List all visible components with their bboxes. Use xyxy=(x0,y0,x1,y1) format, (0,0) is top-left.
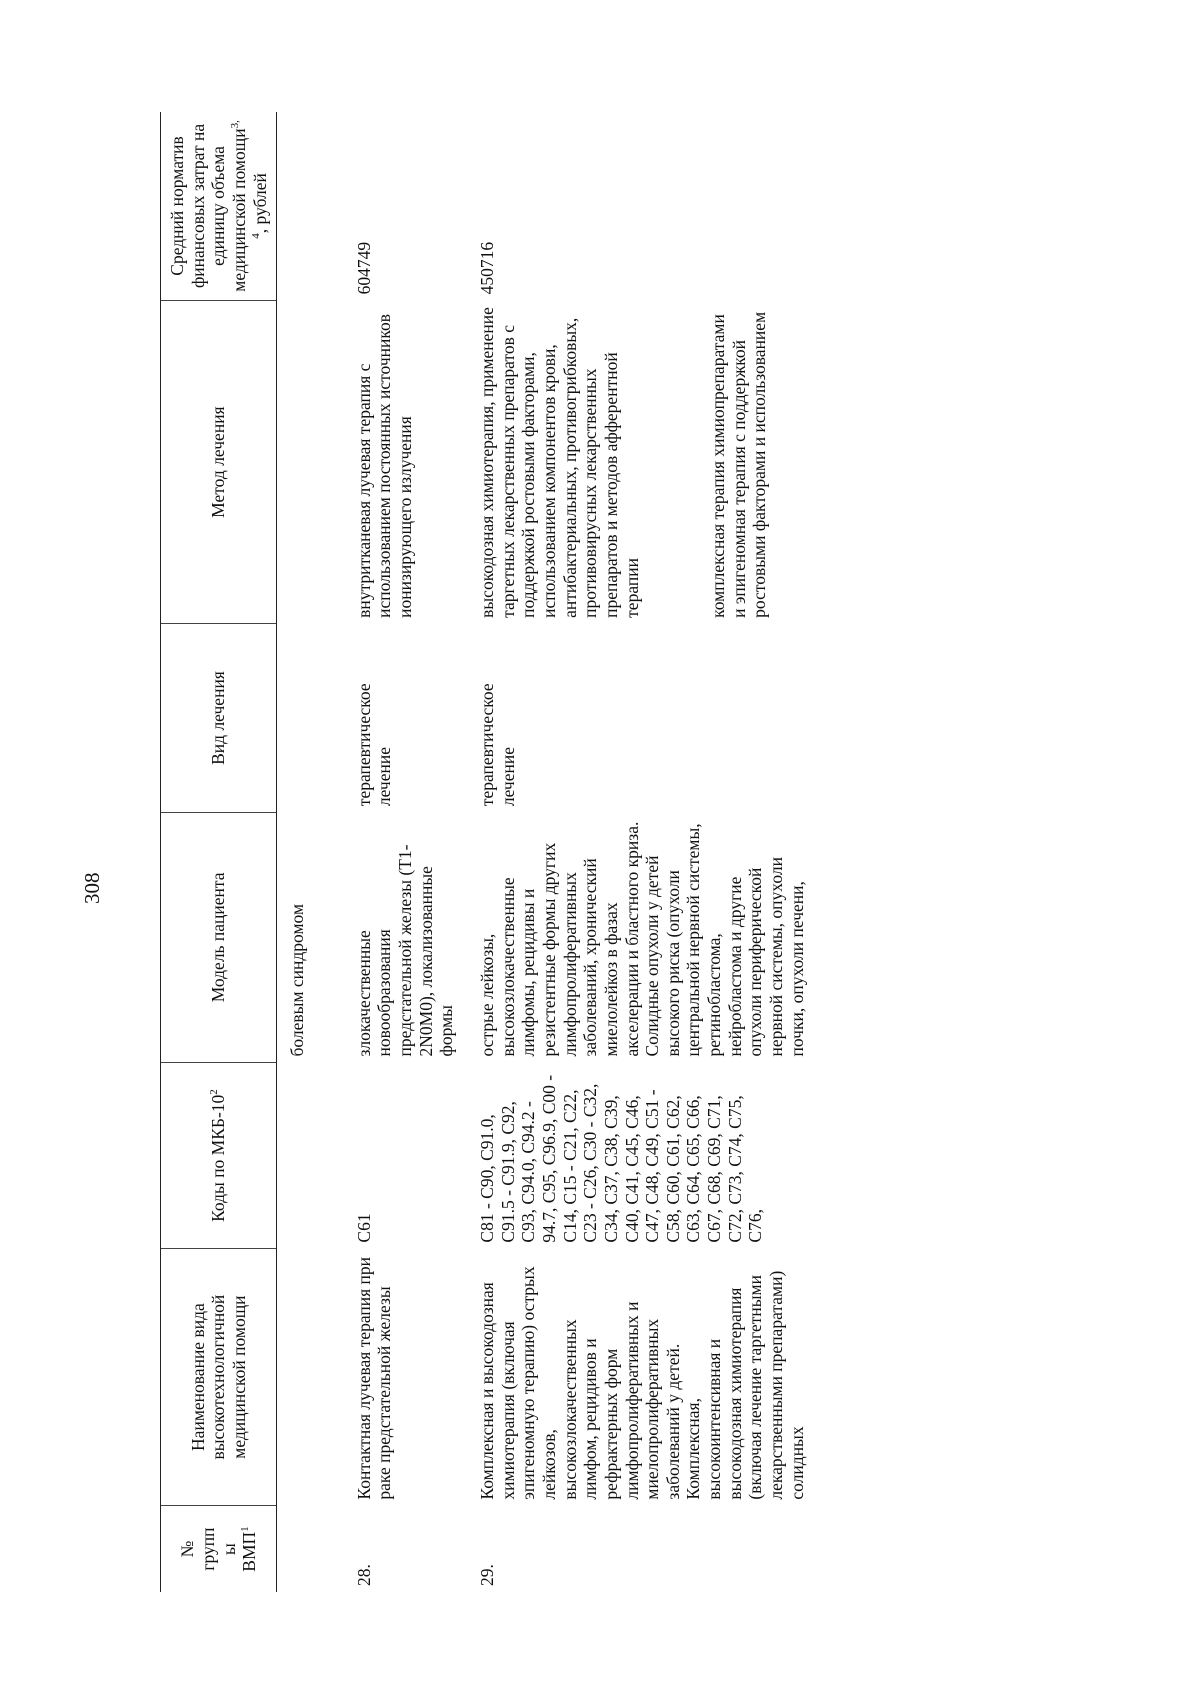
row-cost: 450716 xyxy=(477,241,498,295)
row-name: Контактная лучевая терапия при раке предстательной железы xyxy=(353,1256,395,1500)
header-model: Модель пациента xyxy=(161,812,277,1062)
rotated-page xyxy=(80,112,1100,1592)
row-num: 29. xyxy=(477,1564,498,1586)
header-codes: Коды по МКБ-$10^2$ xyxy=(161,1063,277,1249)
row-method-primary: высокодозная химиотерапия, применение таргетных лекарственных препаратов с поддержкой ростовыми факторами, использованием компонентов крови, антибактериальных, противогрибковых, противовирусных лекарственных препаратов и методов афферентной терапии xyxy=(477,307,642,618)
row-type: терапевтическое лечение xyxy=(477,683,518,807)
carry-over-text: болевым синдромом xyxy=(287,903,308,1057)
header-name: Наименование вида высокотехнологичной медицинской помощи xyxy=(161,1249,277,1506)
row-codes: C81 - C90, C91.0, C91.5 - C91.9, C92, C93, C94.0, C94.2 - 94.7, C95, C96.9, C00 - C14, C15 - C21, C22, C23 - C26, C30 - C32, C34, C37, C38, C39, C40, C41, C45, C46, C47, C48, C49, C51 - C58, C60, C61, C62, C63, C64, C65, C66, C67, C68, C69, C71, C72, C73, C74, C75, C76, xyxy=(477,1074,766,1243)
header-cost: Средний норматив финансовых затрат на единицу объема медицинской помощи$^{3, 4}$, рублей xyxy=(161,112,277,300)
row-name: Комплексная и высокодозная химиотерапия (включая эпигеномную терапию) острых лейкозов, высокозлокачественных лимфом, рецидивов и рефрактерных форм лимфопролиферативных и миелопролиферативных заболеваний у детей. Комплексная, высокоинтенсивная и высокодозная химиотерапия (включая лечение таргетными лекарственными препаратами) солидных xyxy=(477,1266,807,1500)
header-num: № групп ы ВМП$^1$ xyxy=(161,1506,277,1592)
row-num: 28. xyxy=(353,1564,374,1586)
table-row xyxy=(338,112,461,1592)
row-method-secondary: комплексная терапия химиопрепаратами и эпигеномная терапия с поддержкой ростовыми факторами и использованием xyxy=(708,311,770,618)
header-row xyxy=(161,112,277,1592)
vmp-table xyxy=(160,112,811,1592)
table-row xyxy=(461,112,811,1592)
row-method: внутритканевая лучевая терапия с использованием постоянных источников ионизирующего излучения xyxy=(353,313,416,618)
row-model: острые лейкозы, высокозлокачественные лимфомы, рецидивы и резистентные формы других лимфопролиферативных заболеваний, хронический миелолейкоз в фазах акселерации и бластного криза. Солидные опухоли у детей высокого риска (опухоли центральной нервной системы, ретинобластома, нейробластома и другие опухоли периферической нервной системы, опухоли почки, опухоли печени, xyxy=(477,821,807,1057)
header-type: Вид лечения xyxy=(161,624,277,812)
header-method: Метод лечения xyxy=(161,300,277,623)
row-type: терапевтическое лечение xyxy=(353,683,395,807)
row-method xyxy=(461,300,811,623)
page-number: 308 xyxy=(80,872,104,904)
carry-over-row xyxy=(277,112,338,1592)
row-codes: C61 xyxy=(353,1213,374,1243)
row-cost: 604749 xyxy=(353,241,374,295)
row-model: злокачественные новообразования предстательной железы (T1-2N0M0), локализованные формы xyxy=(353,844,457,1057)
